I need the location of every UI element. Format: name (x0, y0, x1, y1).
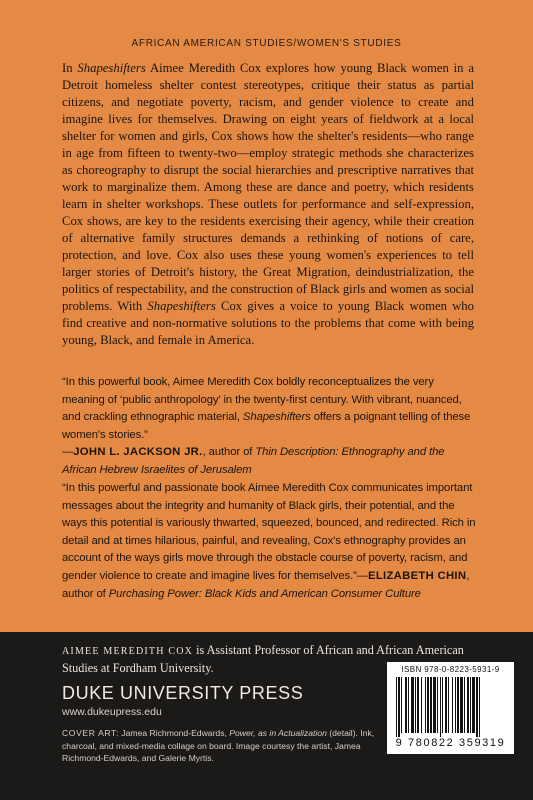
cover-art-credit (62, 727, 382, 765)
cover-credit-text-2: (detail). Ink, charcoal, and mixed-media collage on board. Image courtesy the artist, Jamea Richmond-Edwards, and Galerie Myrtis. (62, 728, 375, 763)
synopsis-title-1: Shapeshifters (77, 61, 146, 75)
synopsis-part-2: Aimee Meredith Cox explores how young Black women in a Detroit homeless shelter contest stereotypes, critique their status as partial citizens, and negotiate poverty, racism, and gender violence to create and imagine lives for themselves. Drawing on eight years of fieldwork at a local shelter for women and girls, Cox shows how the shelter's residents—who range in age from fifteen to twenty-two—employ strategic methods she characterizes as choreography to disrupt the social hierarchies and prescriptive narratives that work to marginalize them. Among these are dance and poetry, which residents learn in shelter workshops. These outlets for performance and self-expression, Cox shows, are key to the residents exercising their agency, while their creation of alternative family structures demands a rethinking of notions of care, protection, and love. Cox also uses these young women's experiences to tell larger stories of Detroit's history, the Great Migration, deindustrialization, the politics of respectability, and the construction of Black girls and women as social problems. With (62, 61, 474, 313)
synopsis-part-1: In (62, 61, 78, 75)
quote-text-2: “In this powerful and passionate book Aimee Meredith Cox communicates important messages about the integrity and humanity of Black girls, their potential, and the ways this potential is variously thwarted, squeezed, bounced, and redirected. Rich in detail and at times hilarious, painful, and revealing, Cox's ethnography provides an account of the ways girls move through the obstacle course of poverty, racism, and gender violence to create and imagine lives for themselves.” (62, 482, 476, 582)
cover-credit-artwork: Power, as in Actualization (229, 728, 327, 738)
quote-author-name-2: ELIZABETH CHIN (367, 569, 467, 582)
quote-title-1: Shapeshifters (242, 411, 311, 424)
quote-author-name-1: JOHN L. JACKSON JR. (73, 446, 203, 459)
quote-text-1b: offers a poignant telling of these women's stories.” (62, 411, 471, 441)
quote-dash-1: — (62, 446, 74, 459)
barcode-digits: 9 780822 359319 (395, 737, 506, 749)
blurb-quote-chin (62, 480, 476, 603)
book-synopsis (62, 60, 474, 349)
category-label: AFRICAN AMERICAN STUDIES/WOMEN'S STUDIES (131, 38, 402, 49)
synopsis-title-2: Shapeshifters (147, 299, 216, 313)
cover-credit-text-1: Jamea Richmond-Edwards, (118, 728, 230, 738)
dark-panel (0, 632, 533, 800)
blurb-quote-jackson (62, 374, 476, 480)
synopsis-part-3: Cox gives a voice to young Black women who find creative and non-normative solutions to the problems that come with being young, Black, and female in America. (62, 299, 474, 347)
publisher-website[interactable]: www.dukeupress.edu (62, 706, 162, 718)
cover-credit-label: COVER ART: (62, 728, 119, 738)
quote-author-book-2: Purchasing Power: Black Kids and American Consumer Culture (108, 587, 421, 600)
isbn-number: ISBN 978-0-8223-5931-9 (401, 665, 500, 674)
isbn-barcode (387, 662, 514, 754)
barcode-bars-icon (396, 677, 505, 737)
quote-author-of-2: , author of (62, 569, 470, 600)
author-bio-text: is Assistant Professor of African and African American Studies at Fordham University. (62, 643, 464, 675)
quote-author-of-1: , author of (202, 446, 256, 459)
publisher-name: DUKE UNIVERSITY PRESS (62, 683, 304, 703)
quote-dash-2: — (356, 569, 368, 582)
quote-author-book-1: Thin Description: Ethnography and the African Hebrew Israelites of Jerusalem (62, 446, 445, 476)
author-bio-name: AIMEE MEREDITH COX (62, 646, 194, 657)
quote-text-1a: “In this powerful book, Aimee Meredith Cox boldly reconceptualizes the very meaning of ‘public anthropology’ in the twenty-first century. With vibrant, nuanced, and crackling ethnographic material, (62, 376, 462, 424)
